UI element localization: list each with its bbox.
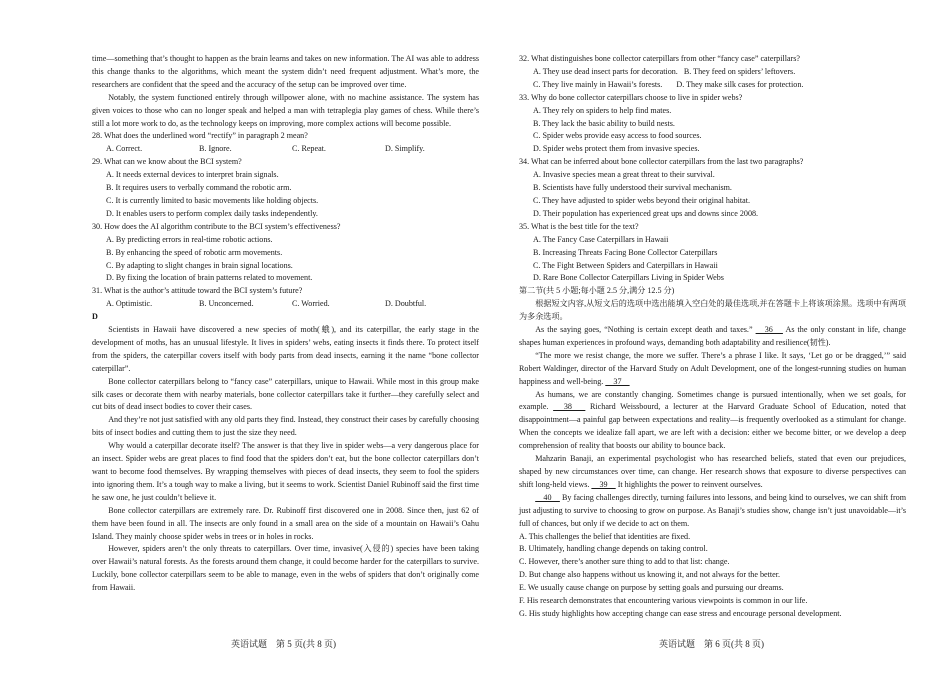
q32-options-row-2 xyxy=(519,79,906,92)
q32-option-a[interactable]: A. They use dead insect parts for decoration. xyxy=(533,66,678,76)
passage-d-paragraph-5: Bone collector caterpillars are extremely rare. Dr. Rubinoff first discovered one in 2008. Since then, just 62 of them have been found in all. The insects are only found in a small area on the side of a mountain on Hawaii’s Oahu Island. They mainly choose spider webs in trees or in holes in rocks. xyxy=(92,505,479,541)
cloze-paragraph-3 xyxy=(519,389,906,454)
option-a[interactable]: A. This challenges the belief that identities are fixed. xyxy=(519,531,691,541)
q32-option-c[interactable]: C. They live mainly in Hawaii’s forests. xyxy=(533,79,663,89)
q34-option-b[interactable]: B. Scientists have fully understood their survival mechanism. xyxy=(533,183,732,193)
q30-option-c[interactable]: C. By adapting to slight changes in brain signal locations. xyxy=(106,260,293,270)
blank-40[interactable]: 40 xyxy=(535,492,560,502)
blank-38[interactable]: 38 xyxy=(553,402,586,412)
option-g[interactable]: G. His study highlights how accepting change can ease stress and encourage personal development. xyxy=(519,608,842,618)
q35-option-a[interactable]: A. The Fancy Case Caterpillars in Hawaii xyxy=(533,234,669,244)
q31-option-b[interactable]: B. Unconcerned. xyxy=(199,299,254,309)
q31-stem: 31. What is the author’s attitude toward the BCI system’s future? xyxy=(92,286,303,296)
cloze-p1-text-b: As the only constant in life, change shapes human experiences in profound ways, demanding both adaptability and resilience(韧性). xyxy=(519,325,906,347)
q30-option-a[interactable]: A. By predicting errors in real-time robotic actions. xyxy=(106,234,273,244)
q32-stem: 32. What distinguishes bone collector caterpillars from other “fancy case” caterpillars? xyxy=(519,54,800,63)
page-6-footer: 英语试题 第 6 页(共 8 页) xyxy=(659,639,764,649)
q34-stem: 34. What can be inferred about bone collector caterpillars from the last two paragraphs? xyxy=(519,157,804,167)
q28-option-a[interactable]: A. Correct. xyxy=(106,144,143,154)
q34-option-c[interactable]: C. They have adjusted to spider webs beyond their original habitat. xyxy=(533,195,750,205)
q29-option-c[interactable]: C. It is currently limited to basic movements like holding objects. xyxy=(106,195,319,205)
q31-option-a[interactable]: A. Optimistic. xyxy=(106,299,153,309)
cloze-paragraph-1 xyxy=(519,324,906,350)
q35-stem: 35. What is the best title for the text? xyxy=(519,221,639,231)
passage-d-paragraph-1: Scientists in Hawaii have discovered a new species of moth(蛾), and its caterpillar, the early stage in the development of moths, has an unusual lifestyle. It lives in spiders’ webs, eating insects it finds there. To protect itself from the spiders, the caterpillar covers itself with body parts from dead insects, earning it the name “bone collector caterpillar”. xyxy=(92,325,479,373)
q34-option-a[interactable]: A. Invasive species mean a great threat to their survival. xyxy=(533,170,715,180)
q28-option-c[interactable]: C. Repeat. xyxy=(292,144,326,154)
q31-option-c[interactable]: C. Worried. xyxy=(292,299,330,309)
passage-d-paragraph-4: Why would a caterpillar decorate itself? The answer is that they live in spider webs—a very dangerous place for an insect. Spider webs are great places to find food that the spiders don’t eat, but the bone collector caterpillars don’t want to become food themselves. By wrapping themselves with pieces of dead insects, they seem to fool the spiders into ignoring them. It’s a tough way to make a living, but it seems to work. Scientist Daniel Rubinoff said the first time he saw one, he just couldn’t believe it. xyxy=(92,441,479,502)
q31-options xyxy=(92,298,479,311)
q35-option-d[interactable]: D. Rare Bone Collector Caterpillars Living in Spider Webs xyxy=(533,273,724,283)
q30-stem: 30. How does the AI algorithm contribute to the BCI system’s effectiveness? xyxy=(92,221,341,231)
cloze-p2-text: “The more we resist change, the more we suffer. There’s a phrase I like. It says, ‘Let go or be dragged,’” said Robert Waldinger, director of the Harvard Study on Adult Development, one of the longest-running studies on human happiness and well-being. xyxy=(519,350,906,386)
option-e[interactable]: E. We usually cause change on purpose by setting goals and pursuing our dreams. xyxy=(519,583,784,593)
q34-option-d[interactable]: D. Their population has experienced great ups and downs since 2008. xyxy=(533,208,759,218)
cloze-p5-text: By facing challenges directly, turning failures into lessons, and being kind to ourselves, we can shift from just adjusting to survive to choosing to grow on purpose. As Banaji’s studies show, change isn’t just unavoidable—it’s full of chances, but only if we decide to act on them. xyxy=(519,492,906,528)
cloze-p4-text-a: Mahzarin Banaji, an experimental psychologist who has researched beliefs, stated that even our prejudices, shaped by new circumstances over time, can change. Her research shows that exposure to diverse perspectives can shift long-held views. xyxy=(519,454,906,489)
q32-options-row-1 xyxy=(519,66,906,79)
passage-d-paragraph-3: And they’re not just satisfied with any old parts they find. Instead, they construct their cases by carefully choosing bits of insect bodies and cutting them to just the size they need. xyxy=(92,415,479,438)
q28-option-d[interactable]: D. Simplify. xyxy=(385,144,425,154)
q29-option-b[interactable]: B. It requires users to verbally command the robotic arm. xyxy=(106,183,292,193)
blank-39[interactable]: 39 xyxy=(591,479,616,489)
passage-d-paragraph-2: Bone collector caterpillars belong to “fancy case” caterpillars, unique to Hawaii. While most in this group make silk cases or decorate them with nearby materials, bone collector caterpillars take it further—they carefully select and cut bits of dead insect bodies to cover their cases. xyxy=(92,376,479,412)
q33-stem: 33. Why do bone collector caterpillars choose to live in spider webs? xyxy=(519,92,743,102)
option-c[interactable]: C. However, there’s another sure thing to add to that list: change. xyxy=(519,557,730,567)
q29-stem: 29. What can we know about the BCI system? xyxy=(92,157,242,167)
cloze-p3-text-b: Richard Weissbourd, a lecturer at the Harvard Graduate School of Education, noted that disappointment—a painful gap between expectations and reality—is frequently overlooked as a stimulant for change. When the concepts we idealize fall apart, we are left with a decision: either we become bitter, or we develop a deep comprehension of reality that boosts our ability to bounce back. xyxy=(519,402,906,451)
q30-option-b[interactable]: B. By enhancing the speed of robotic arm movements. xyxy=(106,247,283,257)
q33-option-c[interactable]: C. Spider webs provide easy access to food sources. xyxy=(533,131,702,141)
section-2-instructions: 根据短文内容,从短文后的选项中选出能填入空白处的最佳选项,并在答题卡上将该项涂黑。选项中有两项为多余选项。 xyxy=(519,299,906,322)
cloze-paragraph-2 xyxy=(519,350,906,389)
q32-option-d[interactable]: D. They make silk cases for protection. xyxy=(676,79,804,89)
q28-options xyxy=(92,143,479,156)
q33-option-a[interactable]: A. They rely on spiders to help find mates. xyxy=(533,105,672,115)
intro-paragraph-2: Notably, the system functioned entirely through willpower alone, with no machine assistance. The system has given voices to those who can no longer speak and helped a man with tetraplegia play games of chess. While there’s still a lot more work to do, as the technology keeps on improving, more complex actions will become possible. xyxy=(92,92,479,128)
cloze-paragraph-4 xyxy=(519,453,906,492)
option-f[interactable]: F. His research demonstrates that encountering various viewpoints is common in our life. xyxy=(519,596,808,606)
cloze-p1-text-a: As the saying goes, “Nothing is certain except death and taxes.” xyxy=(535,325,756,335)
page-6-column xyxy=(519,53,906,621)
cloze-p4-text-b: It highlights the power to reinvent ourselves. xyxy=(615,479,763,489)
section-d-heading: D xyxy=(92,312,98,322)
q33-option-b[interactable]: B. They lack the basic ability to build nests. xyxy=(533,118,675,128)
option-d[interactable]: D. But change also happens without us knowing it, and not always for the better. xyxy=(519,570,780,580)
cloze-p3-text-a: As humans, we are constantly changing. Sometimes change is pursued intentionally, when we set goals, for example. xyxy=(519,389,906,412)
blank-37[interactable]: 37 xyxy=(605,376,630,386)
q35-option-b[interactable]: B. Increasing Threats Facing Bone Collector Caterpillars xyxy=(533,247,718,257)
q30-option-d[interactable]: D. By fixing the location of brain patterns related to movement. xyxy=(106,273,313,283)
q29-option-d[interactable]: D. It enables users to perform complex daily tasks independently. xyxy=(106,208,318,218)
cloze-paragraph-5 xyxy=(519,492,906,531)
q31-option-d[interactable]: D. Doubtful. xyxy=(385,299,427,309)
page-5-footer: 英语试题 第 5 页(共 8 页) xyxy=(231,639,336,649)
passage-d-paragraph-6: However, spiders aren’t the only threats to caterpillars. Over time, invasive(入侵的) species have been taking over Hawaii’s natural forests. As the forests around them change, it could become harder for the caterpillars to survive. Luckily, bone collector caterpillars seem to be able to manage, even in the webs of spiders that don’t originally come from Hawaii. xyxy=(92,544,479,593)
intro-paragraph-1: time—something that’s thought to happen as the brain learns and takes on new information. The AI was able to address this change thanks to the algorithms, which meant the system didn’t need frequent adjustment. What’s more, the researchers are confident that the speed and the accuracy of the setup can be improved over time. xyxy=(92,54,479,89)
option-list xyxy=(519,531,906,621)
page-5-column xyxy=(92,53,479,595)
section-2-title: 第二节(共 5 小题;每小题 2.5 分,满分 12.5 分) xyxy=(519,286,675,296)
blank-36[interactable]: 36 xyxy=(755,325,783,335)
q33-option-d[interactable]: D. Spider webs protect them from invasive species. xyxy=(533,144,700,154)
option-b[interactable]: B. Ultimately, handling change depends on taking control. xyxy=(519,544,708,554)
q28-option-b[interactable]: B. Ignore. xyxy=(199,144,232,154)
q32-option-b[interactable]: B. They feed on spiders’ leftovers. xyxy=(683,66,796,76)
q35-option-c[interactable]: C. The Fight Between Spiders and Caterpillars in Hawaii xyxy=(533,260,718,270)
q29-option-a[interactable]: A. It needs external devices to interpret brain signals. xyxy=(106,170,279,180)
q28-stem: 28. What does the underlined word “rectify” in paragraph 2 mean? xyxy=(92,131,308,141)
